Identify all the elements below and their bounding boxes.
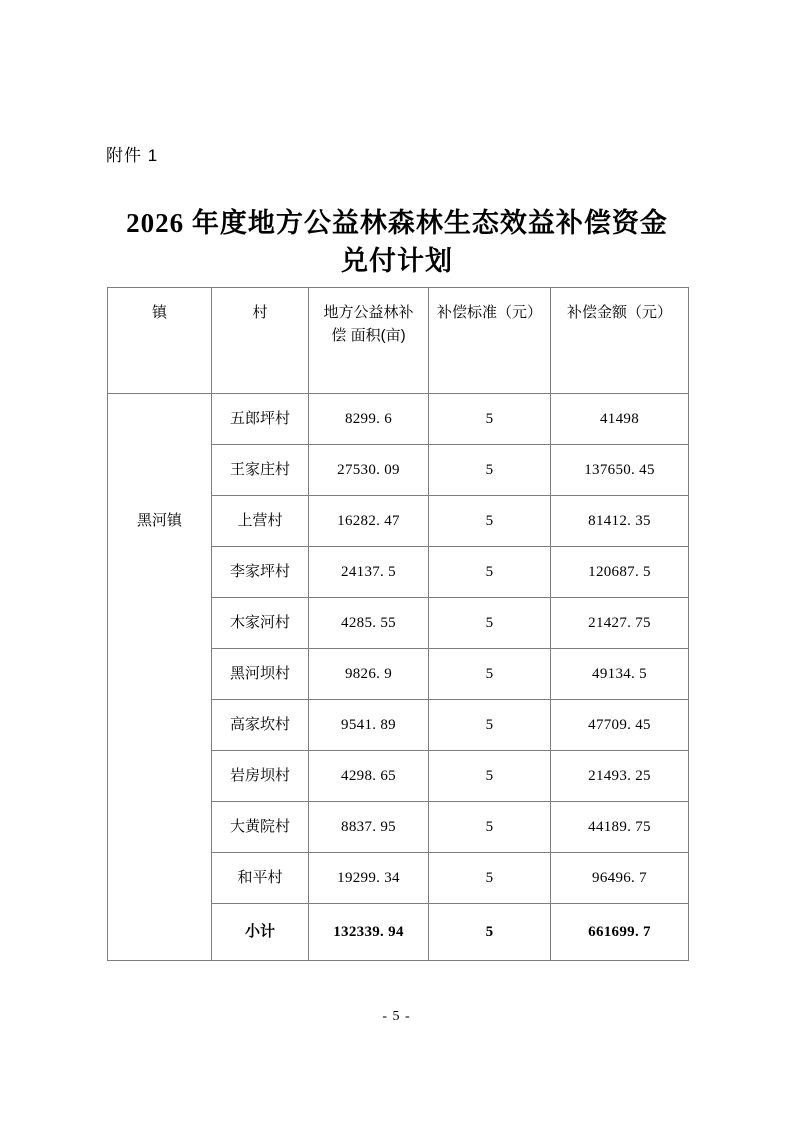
page-number: - 5 - xyxy=(382,1009,411,1024)
cell-area: 9541. 89 xyxy=(309,700,429,751)
cell-village: 和平村 xyxy=(212,853,309,904)
cell-amount: 96496. 7 xyxy=(551,853,689,904)
cell-village: 高家坎村 xyxy=(212,700,309,751)
cell-village: 上营村 xyxy=(212,496,309,547)
cell-area: 8299. 6 xyxy=(309,394,429,445)
cell-standard: 5 xyxy=(429,700,551,751)
cell-standard: 5 xyxy=(429,496,551,547)
col-header-amount: 补偿金额（元） xyxy=(551,288,689,394)
cell-standard: 5 xyxy=(429,445,551,496)
col-header-standard: 补偿标准（元） xyxy=(429,288,551,394)
cell-area: 24137. 5 xyxy=(309,547,429,598)
cell-village: 岩房坝村 xyxy=(212,751,309,802)
cell-area: 27530. 09 xyxy=(309,445,429,496)
cell-standard: 5 xyxy=(429,394,551,445)
cell-standard: 5 xyxy=(429,547,551,598)
cell-standard: 5 xyxy=(429,751,551,802)
page-title-line-1: 2026 年度地方公益林森林生态效益补偿资金 xyxy=(126,208,668,238)
cell-village: 大黄院村 xyxy=(212,802,309,853)
cell-amount: 44189. 75 xyxy=(551,802,689,853)
page-title xyxy=(79,204,715,280)
cell-amount: 21427. 75 xyxy=(551,598,689,649)
attachment-label: 附件 1 xyxy=(106,146,159,165)
cell-village: 木家河村 xyxy=(212,598,309,649)
cell-amount: 137650. 45 xyxy=(551,445,689,496)
cell-village: 李家坪村 xyxy=(212,547,309,598)
cell-standard: 5 xyxy=(429,802,551,853)
cell-village: 五郎坪村 xyxy=(212,394,309,445)
subtotal-area: 132339. 94 xyxy=(309,904,429,961)
cell-area: 4285. 55 xyxy=(309,598,429,649)
col-header-village: 村 xyxy=(212,288,309,394)
cell-amount: 41498 xyxy=(551,394,689,445)
col-header-town: 镇 xyxy=(108,288,212,394)
table-header xyxy=(108,288,689,394)
cell-amount: 120687. 5 xyxy=(551,547,689,598)
cell-standard: 5 xyxy=(429,598,551,649)
table-body xyxy=(108,394,689,961)
col-header-area: 地方公益林补偿 面积(亩) xyxy=(309,288,429,394)
cell-area: 8837. 95 xyxy=(309,802,429,853)
cell-amount: 47709. 45 xyxy=(551,700,689,751)
cell-amount: 21493. 25 xyxy=(551,751,689,802)
cell-area: 16282. 47 xyxy=(309,496,429,547)
cell-amount: 49134. 5 xyxy=(551,649,689,700)
cell-standard: 5 xyxy=(429,649,551,700)
cell-area: 4298. 65 xyxy=(309,751,429,802)
table-header-row xyxy=(108,288,689,394)
subtotal-amount: 661699. 7 xyxy=(551,904,689,961)
cell-area: 9826. 9 xyxy=(309,649,429,700)
town-cell: 黑河镇 xyxy=(108,394,212,961)
cell-standard: 5 xyxy=(429,853,551,904)
cell-village: 黑河坝村 xyxy=(212,649,309,700)
compensation-table xyxy=(107,287,689,961)
cell-area: 19299. 34 xyxy=(309,853,429,904)
subtotal-label: 小计 xyxy=(212,904,309,961)
cell-village: 王家庄村 xyxy=(212,445,309,496)
page-title-line-2: 兑付计划 xyxy=(341,246,453,276)
subtotal-standard: 5 xyxy=(429,904,551,961)
table-row xyxy=(108,394,689,445)
cell-amount: 81412. 35 xyxy=(551,496,689,547)
